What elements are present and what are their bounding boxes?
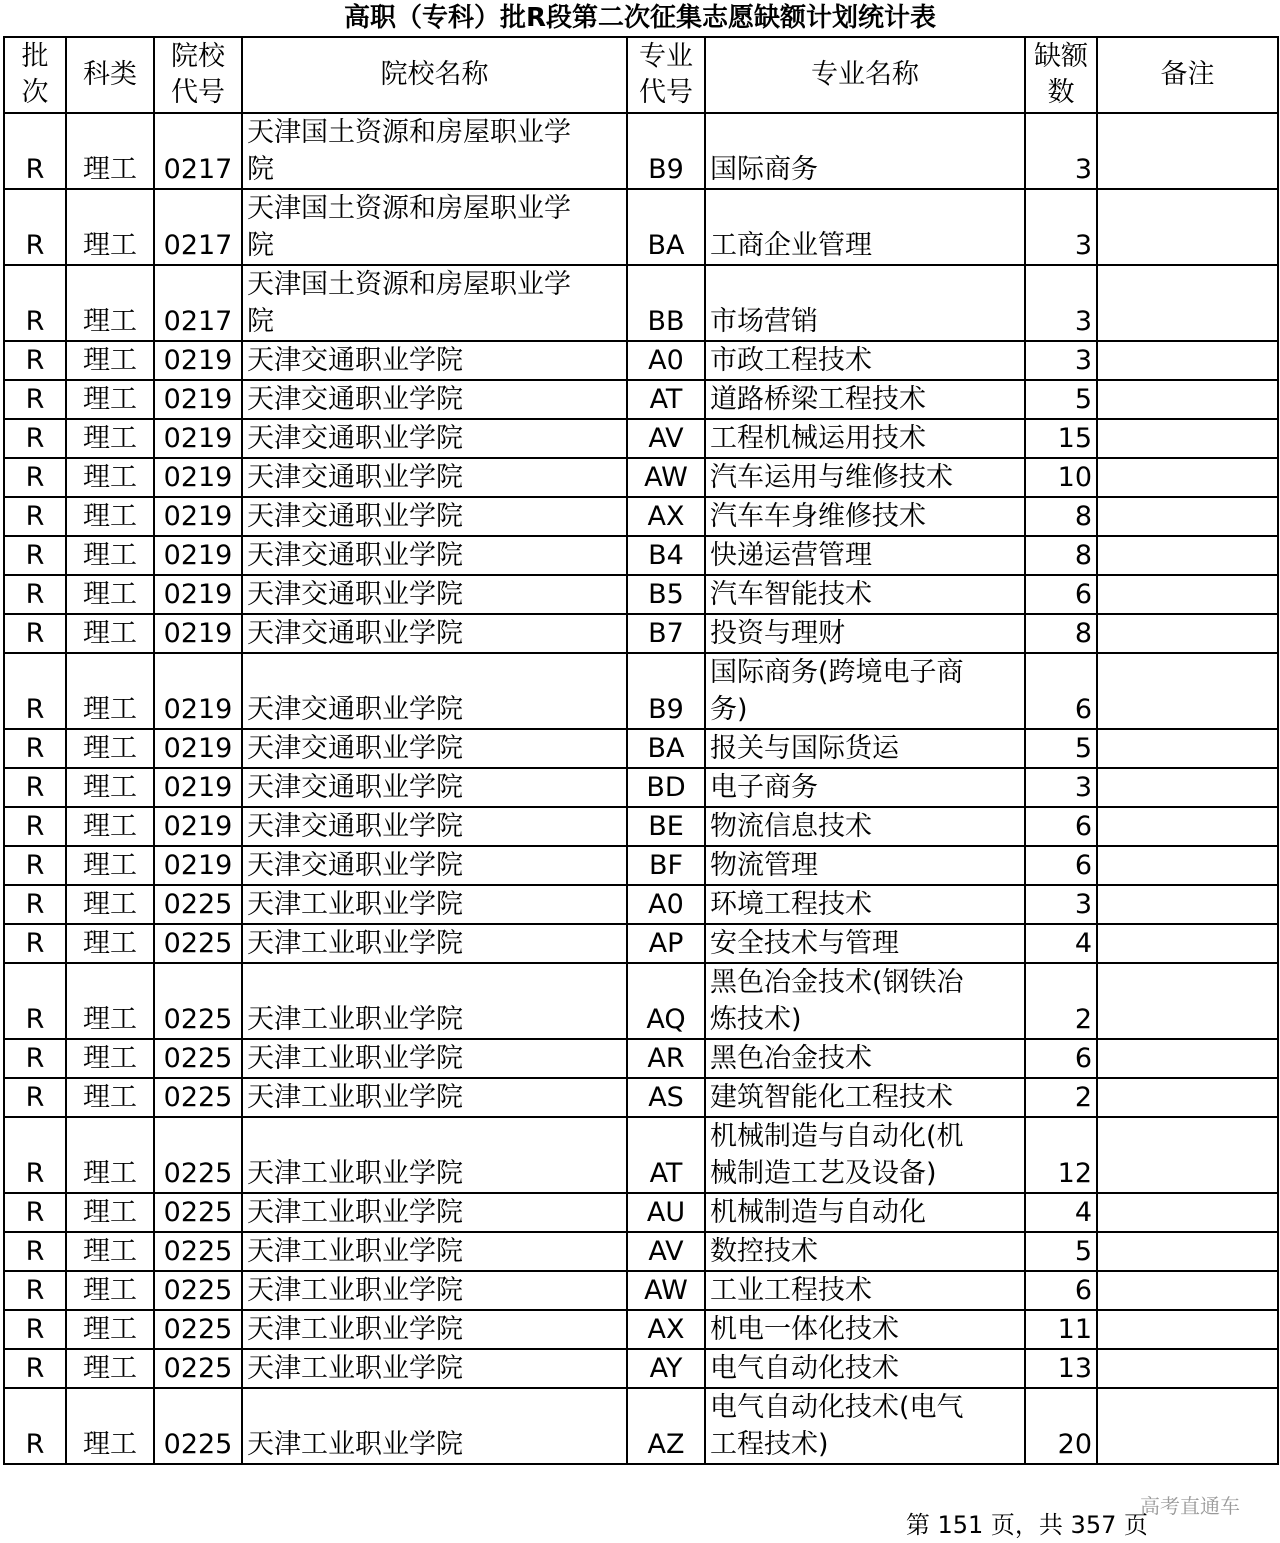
major-code-cell: B4 <box>627 536 705 575</box>
table-row <box>4 189 1278 265</box>
major-code-cell: BA <box>627 729 705 768</box>
table-row <box>4 963 1278 1039</box>
major-name-cell: 机电一体化技术 <box>705 1310 1025 1349</box>
category-cell: 理工 <box>66 113 154 189</box>
major-name-cell: 道路桥梁工程技术 <box>705 380 1025 419</box>
header-batch: 批 次 <box>4 37 66 113</box>
major-code-cell: BE <box>627 807 705 846</box>
category-cell: 理工 <box>66 419 154 458</box>
vacancy-cell: 11 <box>1025 1310 1097 1349</box>
header-row <box>4 37 1278 113</box>
remark-cell <box>1097 497 1278 536</box>
school-name-cell: 天津工业职业学院 <box>242 924 627 963</box>
school-code-cell: 0219 <box>154 419 242 458</box>
category-cell: 理工 <box>66 885 154 924</box>
category-cell: 理工 <box>66 1349 154 1388</box>
remark-cell <box>1097 963 1278 1039</box>
school-name-cell: 天津工业职业学院 <box>242 885 627 924</box>
school-code-cell: 0219 <box>154 846 242 885</box>
category-cell: 理工 <box>66 846 154 885</box>
category-cell: 理工 <box>66 653 154 729</box>
category-cell: 理工 <box>66 807 154 846</box>
major-code-cell: B7 <box>627 614 705 653</box>
table-row <box>4 885 1278 924</box>
school-name-cell: 天津工业职业学院 <box>242 1232 627 1271</box>
major-name-cell: 工商企业管理 <box>705 189 1025 265</box>
batch-cell: R <box>4 458 66 497</box>
school-code-cell: 0225 <box>154 963 242 1039</box>
remark-cell <box>1097 536 1278 575</box>
school-name-cell: 天津工业职业学院 <box>242 1078 627 1117</box>
school-code-cell: 0219 <box>154 341 242 380</box>
major-name-cell: 工程机械运用技术 <box>705 419 1025 458</box>
school-name-cell: 天津交通职业学院 <box>242 497 627 536</box>
batch-cell: R <box>4 536 66 575</box>
batch-cell: R <box>4 924 66 963</box>
remark-cell <box>1097 189 1278 265</box>
table-row <box>4 846 1278 885</box>
remark-cell <box>1097 341 1278 380</box>
category-cell: 理工 <box>66 341 154 380</box>
category-cell: 理工 <box>66 1232 154 1271</box>
table-row <box>4 1039 1278 1078</box>
category-cell: 理工 <box>66 614 154 653</box>
batch-cell: R <box>4 497 66 536</box>
school-code-cell: 0219 <box>154 807 242 846</box>
major-name-cell: 电气自动化技术(电气 工程技术) <box>705 1388 1025 1464</box>
school-name-cell: 天津交通职业学院 <box>242 341 627 380</box>
watermark: 高考直通车 <box>1140 1494 1240 1518</box>
batch-cell: R <box>4 380 66 419</box>
vacancy-cell: 6 <box>1025 807 1097 846</box>
table-row <box>4 1271 1278 1310</box>
table-row <box>4 265 1278 341</box>
batch-cell: R <box>4 265 66 341</box>
major-name-cell: 物流信息技术 <box>705 807 1025 846</box>
table-row <box>4 1193 1278 1232</box>
major-code-cell: BD <box>627 768 705 807</box>
page-title: 高职（专科）批R段第二次征集志愿缺额计划统计表 <box>343 3 937 33</box>
school-name-cell: 天津交通职业学院 <box>242 768 627 807</box>
major-code-cell: AQ <box>627 963 705 1039</box>
remark-cell <box>1097 653 1278 729</box>
table-row <box>4 1117 1278 1193</box>
batch-cell: R <box>4 1349 66 1388</box>
remark-cell <box>1097 1349 1278 1388</box>
vacancy-cell: 3 <box>1025 341 1097 380</box>
remark-cell <box>1097 1232 1278 1271</box>
table-row <box>4 536 1278 575</box>
batch-cell: R <box>4 575 66 614</box>
school-name-cell: 天津交通职业学院 <box>242 419 627 458</box>
remark-cell <box>1097 1078 1278 1117</box>
batch-cell: R <box>4 1078 66 1117</box>
school-code-cell: 0225 <box>154 885 242 924</box>
batch-cell: R <box>4 341 66 380</box>
major-name-cell: 汽车智能技术 <box>705 575 1025 614</box>
school-code-cell: 0217 <box>154 265 242 341</box>
vacancy-cell: 3 <box>1025 189 1097 265</box>
table-row <box>4 575 1278 614</box>
batch-cell: R <box>4 1117 66 1193</box>
school-name-cell: 天津交通职业学院 <box>242 380 627 419</box>
category-cell: 理工 <box>66 575 154 614</box>
major-name-cell: 报关与国际货运 <box>705 729 1025 768</box>
vacancy-cell: 6 <box>1025 653 1097 729</box>
table-row <box>4 924 1278 963</box>
major-code-cell: AV <box>627 419 705 458</box>
school-code-cell: 0219 <box>154 458 242 497</box>
major-code-cell: AX <box>627 497 705 536</box>
table-row <box>4 1310 1278 1349</box>
school-name-cell: 天津国土资源和房屋职业学 院 <box>242 113 627 189</box>
major-name-cell: 安全技术与管理 <box>705 924 1025 963</box>
batch-cell: R <box>4 419 66 458</box>
remark-cell <box>1097 458 1278 497</box>
school-code-cell: 0219 <box>154 729 242 768</box>
batch-cell: R <box>4 1232 66 1271</box>
major-code-cell: BF <box>627 846 705 885</box>
school-code-cell: 0219 <box>154 768 242 807</box>
major-code-cell: AX <box>627 1310 705 1349</box>
major-code-cell: BB <box>627 265 705 341</box>
vacancy-cell: 2 <box>1025 963 1097 1039</box>
remark-cell <box>1097 614 1278 653</box>
school-code-cell: 0219 <box>154 653 242 729</box>
table-row <box>4 1232 1278 1271</box>
table-row <box>4 614 1278 653</box>
major-name-cell: 机械制造与自动化(机 械制造工艺及设备) <box>705 1117 1025 1193</box>
major-code-cell: AY <box>627 1349 705 1388</box>
school-name-cell: 天津工业职业学院 <box>242 1388 627 1464</box>
remark-cell <box>1097 1310 1278 1349</box>
batch-cell: R <box>4 885 66 924</box>
school-name-cell: 天津工业职业学院 <box>242 1117 627 1193</box>
remark-cell <box>1097 1271 1278 1310</box>
vacancy-cell: 5 <box>1025 380 1097 419</box>
table-row <box>4 497 1278 536</box>
remark-cell <box>1097 380 1278 419</box>
remark-cell <box>1097 924 1278 963</box>
major-code-cell: AV <box>627 1232 705 1271</box>
header-school-code: 院校 代号 <box>154 37 242 113</box>
school-name-cell: 天津交通职业学院 <box>242 536 627 575</box>
remark-cell <box>1097 768 1278 807</box>
school-code-cell: 0219 <box>154 497 242 536</box>
major-name-cell: 黑色冶金技术 <box>705 1039 1025 1078</box>
batch-cell: R <box>4 768 66 807</box>
table-row <box>4 1349 1278 1388</box>
table-row <box>4 1388 1278 1464</box>
school-name-cell: 天津工业职业学院 <box>242 1349 627 1388</box>
category-cell: 理工 <box>66 380 154 419</box>
major-code-cell: B5 <box>627 575 705 614</box>
batch-cell: R <box>4 1271 66 1310</box>
table-row <box>4 419 1278 458</box>
category-cell: 理工 <box>66 1388 154 1464</box>
major-code-cell: B9 <box>627 653 705 729</box>
table-row <box>4 729 1278 768</box>
header-school-name: 院校名称 <box>242 37 627 113</box>
category-cell: 理工 <box>66 1271 154 1310</box>
vacancy-cell: 3 <box>1025 113 1097 189</box>
major-code-cell: AU <box>627 1193 705 1232</box>
major-name-cell: 电子商务 <box>705 768 1025 807</box>
vacancy-cell: 8 <box>1025 614 1097 653</box>
major-name-cell: 投资与理财 <box>705 614 1025 653</box>
header-remark: 备注 <box>1097 37 1278 113</box>
batch-cell: R <box>4 113 66 189</box>
batch-cell: R <box>4 729 66 768</box>
category-cell: 理工 <box>66 1193 154 1232</box>
vacancy-cell: 20 <box>1025 1388 1097 1464</box>
vacancy-cell: 5 <box>1025 1232 1097 1271</box>
school-name-cell: 天津交通职业学院 <box>242 807 627 846</box>
category-cell: 理工 <box>66 729 154 768</box>
major-code-cell: AW <box>627 458 705 497</box>
vacancy-cell: 2 <box>1025 1078 1097 1117</box>
remark-cell <box>1097 1039 1278 1078</box>
school-name-cell: 天津交通职业学院 <box>242 846 627 885</box>
school-code-cell: 0225 <box>154 1388 242 1464</box>
school-code-cell: 0225 <box>154 1078 242 1117</box>
vacancy-cell: 8 <box>1025 536 1097 575</box>
school-code-cell: 0219 <box>154 536 242 575</box>
remark-cell <box>1097 729 1278 768</box>
table-row <box>4 380 1278 419</box>
school-code-cell: 0219 <box>154 575 242 614</box>
remark-cell <box>1097 575 1278 614</box>
header-category: 科类 <box>66 37 154 113</box>
category-cell: 理工 <box>66 1078 154 1117</box>
major-code-cell: BA <box>627 189 705 265</box>
vacancy-cell: 15 <box>1025 419 1097 458</box>
remark-cell <box>1097 846 1278 885</box>
remark-cell <box>1097 885 1278 924</box>
category-cell: 理工 <box>66 924 154 963</box>
school-name-cell: 天津交通职业学院 <box>242 653 627 729</box>
school-name-cell: 天津国土资源和房屋职业学 院 <box>242 265 627 341</box>
batch-cell: R <box>4 846 66 885</box>
category-cell: 理工 <box>66 1310 154 1349</box>
major-name-cell: 快递运营管理 <box>705 536 1025 575</box>
batch-cell: R <box>4 1310 66 1349</box>
major-name-cell: 工业工程技术 <box>705 1271 1025 1310</box>
category-cell: 理工 <box>66 1039 154 1078</box>
vacancy-cell: 3 <box>1025 265 1097 341</box>
category-cell: 理工 <box>66 458 154 497</box>
category-cell: 理工 <box>66 963 154 1039</box>
major-code-cell: AS <box>627 1078 705 1117</box>
remark-cell <box>1097 419 1278 458</box>
table-row <box>4 807 1278 846</box>
major-code-cell: A0 <box>627 341 705 380</box>
major-name-cell: 黑色冶金技术(钢铁冶 炼技术) <box>705 963 1025 1039</box>
school-name-cell: 天津工业职业学院 <box>242 1271 627 1310</box>
major-name-cell: 电气自动化技术 <box>705 1349 1025 1388</box>
major-name-cell: 国际商务(跨境电子商 务) <box>705 653 1025 729</box>
school-code-cell: 0217 <box>154 189 242 265</box>
vacancy-cell: 13 <box>1025 1349 1097 1388</box>
major-name-cell: 物流管理 <box>705 846 1025 885</box>
page-footer: 第 151 页，共 357 页 <box>905 1511 1148 1539</box>
table-row <box>4 1078 1278 1117</box>
vacancy-cell: 4 <box>1025 1193 1097 1232</box>
batch-cell: R <box>4 963 66 1039</box>
header-major-name: 专业名称 <box>705 37 1025 113</box>
category-cell: 理工 <box>66 768 154 807</box>
school-code-cell: 0225 <box>154 1310 242 1349</box>
school-code-cell: 0225 <box>154 1271 242 1310</box>
batch-cell: R <box>4 1039 66 1078</box>
remark-cell <box>1097 1193 1278 1232</box>
major-code-cell: B9 <box>627 113 705 189</box>
remark-cell <box>1097 113 1278 189</box>
school-name-cell: 天津交通职业学院 <box>242 614 627 653</box>
major-code-cell: A0 <box>627 885 705 924</box>
category-cell: 理工 <box>66 536 154 575</box>
category-cell: 理工 <box>66 1117 154 1193</box>
school-name-cell: 天津工业职业学院 <box>242 1039 627 1078</box>
major-name-cell: 机械制造与自动化 <box>705 1193 1025 1232</box>
school-code-cell: 0225 <box>154 1039 242 1078</box>
major-code-cell: AW <box>627 1271 705 1310</box>
school-code-cell: 0225 <box>154 1193 242 1232</box>
major-code-cell: AP <box>627 924 705 963</box>
vacancy-cell: 6 <box>1025 1271 1097 1310</box>
school-name-cell: 天津交通职业学院 <box>242 729 627 768</box>
major-name-cell: 环境工程技术 <box>705 885 1025 924</box>
batch-cell: R <box>4 807 66 846</box>
school-code-cell: 0225 <box>154 1117 242 1193</box>
category-cell: 理工 <box>66 497 154 536</box>
school-name-cell: 天津交通职业学院 <box>242 575 627 614</box>
remark-cell <box>1097 807 1278 846</box>
school-name-cell: 天津工业职业学院 <box>242 1310 627 1349</box>
major-code-cell: AT <box>627 1117 705 1193</box>
school-code-cell: 0225 <box>154 924 242 963</box>
major-name-cell: 市政工程技术 <box>705 341 1025 380</box>
major-name-cell: 市场营销 <box>705 265 1025 341</box>
vacancy-cell: 4 <box>1025 924 1097 963</box>
vacancy-cell: 6 <box>1025 575 1097 614</box>
category-cell: 理工 <box>66 265 154 341</box>
table-row <box>4 458 1278 497</box>
table-row <box>4 768 1278 807</box>
header-vacancy: 缺额 数 <box>1025 37 1097 113</box>
major-name-cell: 汽车运用与维修技术 <box>705 458 1025 497</box>
school-name-cell: 天津国土资源和房屋职业学 院 <box>242 189 627 265</box>
vacancy-cell: 3 <box>1025 885 1097 924</box>
vacancy-cell: 12 <box>1025 1117 1097 1193</box>
vacancy-cell: 8 <box>1025 497 1097 536</box>
batch-cell: R <box>4 1388 66 1464</box>
vacancy-cell: 6 <box>1025 1039 1097 1078</box>
school-name-cell: 天津交通职业学院 <box>242 458 627 497</box>
remark-cell <box>1097 265 1278 341</box>
header-major-code: 专业 代号 <box>627 37 705 113</box>
batch-cell: R <box>4 653 66 729</box>
table-row <box>4 341 1278 380</box>
school-code-cell: 0225 <box>154 1232 242 1271</box>
major-name-cell: 国际商务 <box>705 113 1025 189</box>
vacancy-cell: 5 <box>1025 729 1097 768</box>
major-name-cell: 汽车车身维修技术 <box>705 497 1025 536</box>
school-code-cell: 0219 <box>154 614 242 653</box>
remark-cell <box>1097 1388 1278 1464</box>
major-code-cell: AT <box>627 380 705 419</box>
school-code-cell: 0219 <box>154 380 242 419</box>
batch-cell: R <box>4 614 66 653</box>
vacancy-cell: 10 <box>1025 458 1097 497</box>
batch-cell: R <box>4 189 66 265</box>
major-code-cell: AZ <box>627 1388 705 1464</box>
vacancy-cell: 3 <box>1025 768 1097 807</box>
school-name-cell: 天津工业职业学院 <box>242 963 627 1039</box>
table-row <box>4 113 1278 189</box>
major-name-cell: 建筑智能化工程技术 <box>705 1078 1025 1117</box>
batch-cell: R <box>4 1193 66 1232</box>
vacancy-table <box>3 36 1279 1465</box>
category-cell: 理工 <box>66 189 154 265</box>
school-name-cell: 天津工业职业学院 <box>242 1193 627 1232</box>
vacancy-cell: 6 <box>1025 846 1097 885</box>
school-code-cell: 0217 <box>154 113 242 189</box>
major-code-cell: AR <box>627 1039 705 1078</box>
major-name-cell: 数控技术 <box>705 1232 1025 1271</box>
table-row <box>4 653 1278 729</box>
remark-cell <box>1097 1117 1278 1193</box>
school-code-cell: 0225 <box>154 1349 242 1388</box>
